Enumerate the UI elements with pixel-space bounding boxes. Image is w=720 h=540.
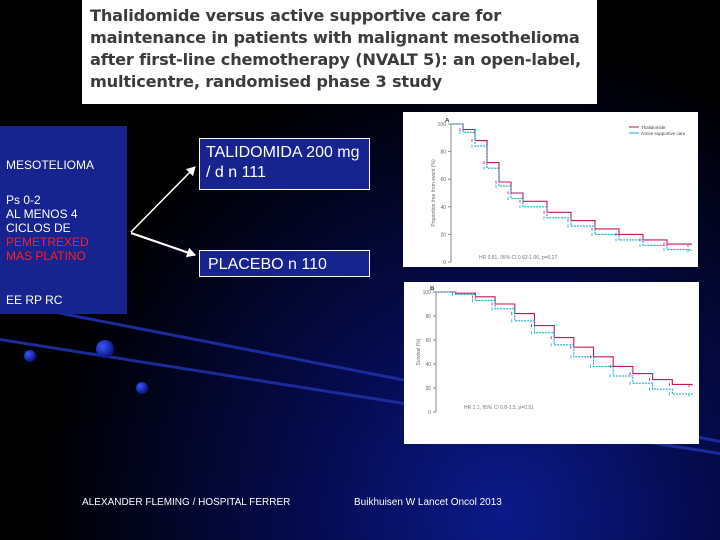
arrow-to-placebo <box>131 233 195 255</box>
y-tick-label: 0 <box>443 260 446 266</box>
y-tick-label: 80 <box>440 149 446 156</box>
y-tick-label: 100 <box>437 122 446 128</box>
y-tick-label: 60 <box>440 177 446 184</box>
panel-label: B <box>430 286 435 292</box>
y-axis-label: Survival (%) <box>416 338 422 366</box>
panel-label: A <box>445 118 450 124</box>
y-tick-label: 100 <box>422 290 431 296</box>
criterion-highlight: MAS PLATINO <box>6 249 86 263</box>
disease-heading: MESOTELIOMA <box>6 158 95 172</box>
thalidomide-arm-label: TALIDOMIDA 200 mg / d n 111 <box>206 144 360 181</box>
km-plot-a <box>403 112 698 267</box>
chart-annotation: HR 0.81, 95% CI 0.62-1.06, p=0.27 <box>479 255 558 261</box>
km-chart-b <box>404 282 699 444</box>
chart-annotation: HR 1.1, 95% CI 0.8-1.5, p=0.51 <box>464 405 534 411</box>
thalidomide-arm-box <box>199 138 370 190</box>
slide-title: Thalidomide versus active supportive care for maintenance in patients with malignant mesothelioma after first-line chemotherapy (NVALT 5): an open-label, multicentre, randomised phase 3 study <box>90 6 581 91</box>
y-tick-label: 20 <box>425 386 431 392</box>
y-tick-label: 40 <box>440 204 446 211</box>
km-series-thalidomide <box>451 124 691 245</box>
y-tick-label: 0 <box>428 410 431 416</box>
response-criteria: EE RP RC <box>6 293 63 307</box>
km-series-thalidomide <box>436 292 692 386</box>
km-plot-b <box>404 282 699 444</box>
placebo-arm-label: PLACEBO n 110 <box>208 256 327 273</box>
citation-footer: Buikhuisen W Lancet Oncol 2013 <box>354 497 502 508</box>
y-tick-label: 20 <box>440 232 446 239</box>
y-tick-label: 80 <box>425 314 431 320</box>
y-tick-label: 60 <box>425 338 431 344</box>
arrow-to-thalidomide <box>131 167 195 232</box>
criterion: AL MENOS 4 <box>6 207 78 221</box>
criterion: CICLOS DE <box>6 221 71 235</box>
y-axis-label: Proportion free from event (%) <box>431 159 437 227</box>
criterion: Ps 0-2 <box>6 193 41 207</box>
placebo-arm-box <box>199 250 370 277</box>
legend-label: Thalidomide <box>641 125 666 130</box>
legend-label: Active supportive care <box>641 131 686 136</box>
institution-footer: ALEXANDER FLEMING / HOSPITAL FERRER <box>82 497 291 508</box>
y-tick-label: 40 <box>425 362 431 368</box>
km-chart-a <box>403 112 698 267</box>
criterion-highlight: PEMETREXED <box>6 235 89 249</box>
